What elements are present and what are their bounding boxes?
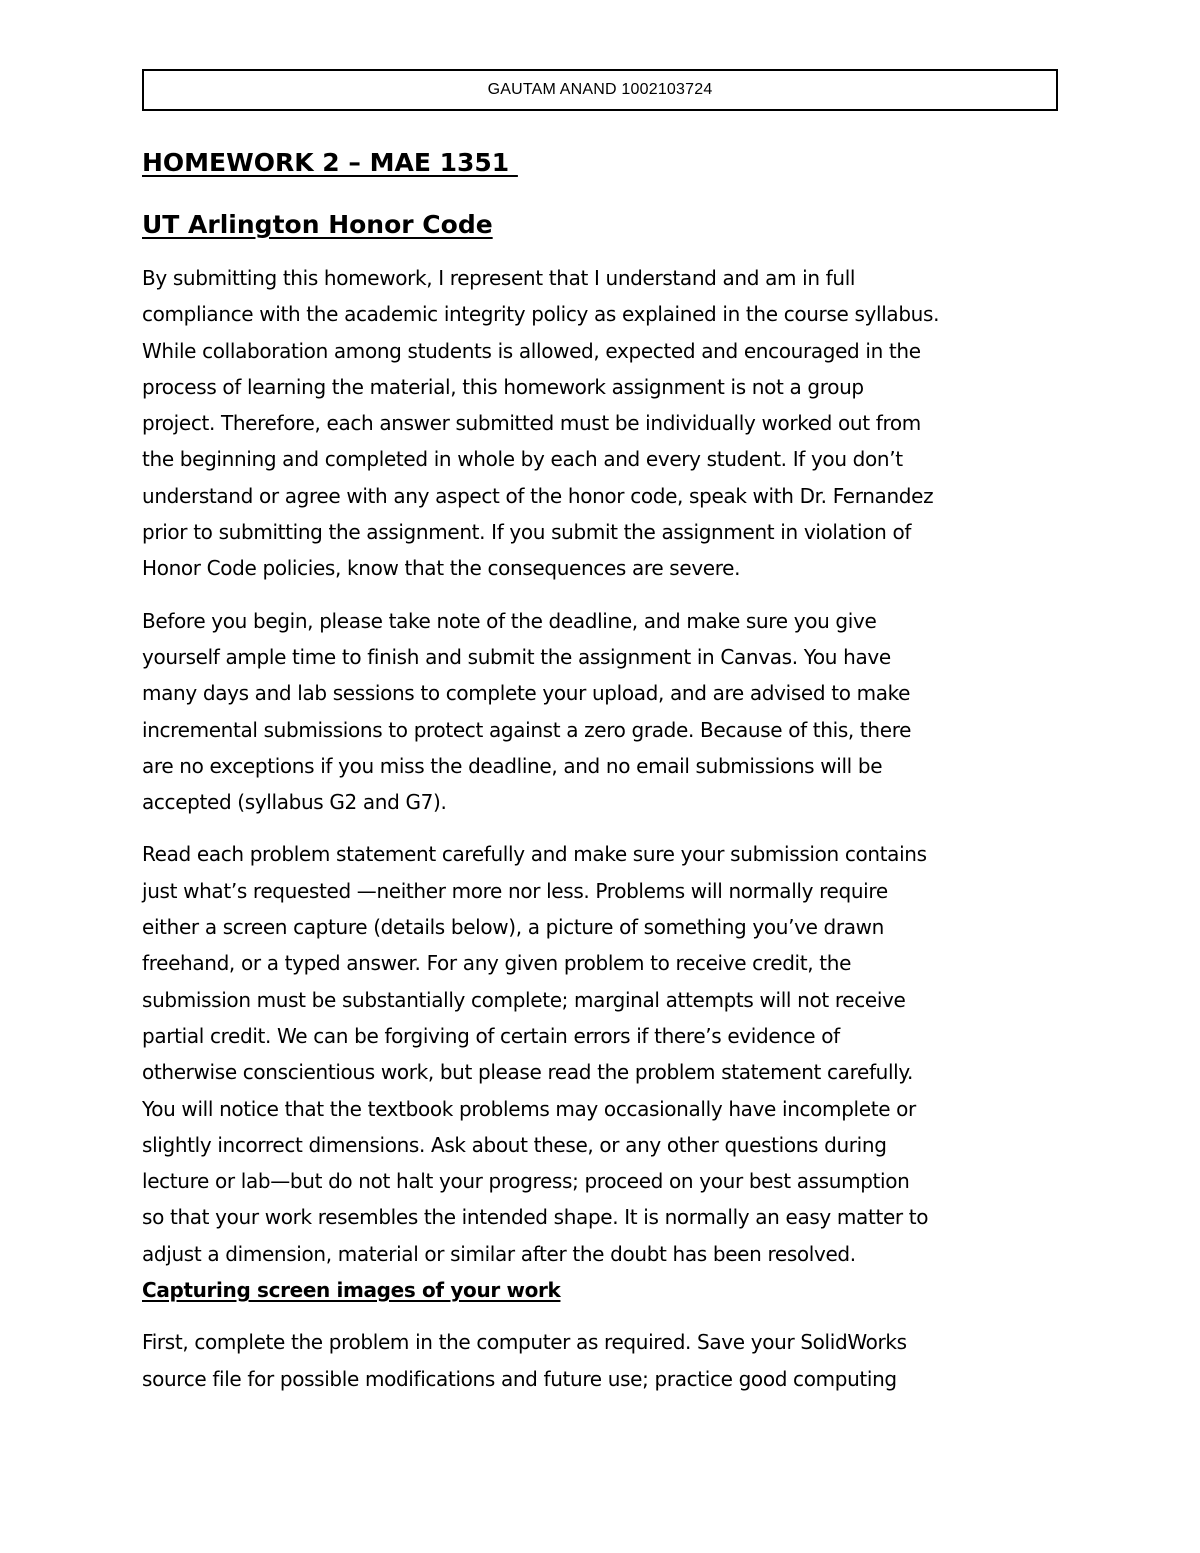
header-name-text: GAUTAM ANAND 1002103724 [487,81,713,98]
text-line: Honor Code policies, know that the consequences are severe. [142,556,741,581]
header-name-box [142,69,1058,111]
text-line: otherwise conscientious work, but please read the problem statement carefully. [142,1060,914,1085]
text-line: yourself ample time to finish and submit the assignment in Canvas. You have [142,644,891,669]
capturing-paragraph [142,1324,1062,1397]
text-line: so that your work resembles the intended shape. It is normally an easy matter to [142,1205,929,1230]
text-line: either a screen capture (details below), a picture of something you’ve drawn [142,915,885,940]
text-line: freehand, or a typed answer. For any given problem to receive credit, the [142,951,852,976]
homework-title: HOMEWORK 2 – MAE 1351 [142,148,518,177]
text-line: incremental submissions to protect against a zero grade. Because of this, there [142,717,912,742]
text-line: the beginning and completed in whole by each and every student. If you don’t [142,447,903,472]
honor-code-heading: UT Arlington Honor Code [142,210,493,239]
text-line: Before you begin, please take note of the deadline, and make sure you give [142,608,877,633]
text-line: slightly incorrect dimensions. Ask about these, or any other questions during [142,1132,887,1157]
text-line: By submitting this homework, I represent that I understand and am in full [142,266,856,290]
document-body [142,140,1062,1397]
text-line: You will notice that the textbook problems may occasionally have incomplete or [142,1096,916,1121]
text-line: First, complete the problem in the computer as required. Save your SolidWorks [142,1330,907,1355]
text-line: just what’s requested —neither more nor less. Problems will normally require [142,878,888,903]
text-line: process of learning the material, this homework assignment is not a group [142,374,864,399]
honor-code-paragraph [142,260,1062,587]
text-line: prior to submitting the assignment. If you submit the assignment in violation of [142,520,912,545]
instructions-paragraph [142,836,1062,1272]
text-line: many days and lab sessions to complete your upload, and are advised to make [142,681,911,706]
text-line: compliance with the academic integrity policy as explained in the course syllabus. [142,302,940,327]
text-line: accepted (syllabus G2 and G7). [142,790,447,815]
text-line: While collaboration among students is allowed, expected and encouraged in the [142,338,921,363]
text-line: adjust a dimension, material or similar after the doubt has been resolved. [142,1241,856,1266]
text-line: source file for possible modifications and future use; practice good computing [142,1366,897,1391]
text-line: are no exceptions if you miss the deadline, and no email submissions will be [142,753,883,778]
text-line: Read each problem statement carefully and make sure your submission contains [142,842,927,867]
text-line: partial credit. We can be forgiving of certain errors if there’s evidence of [142,1023,840,1048]
text-line: lecture or lab—but do not halt your progress; proceed on your best assumption [142,1169,910,1194]
text-line: submission must be substantially complete; marginal attempts will not receive [142,987,906,1012]
deadline-paragraph [142,603,1062,821]
text-line: project. Therefore, each answer submitted must be individually worked out from [142,411,921,436]
text-line: understand or agree with any aspect of the honor code, speak with Dr. Fernandez [142,483,934,508]
capturing-section-heading: Capturing screen images of your work [142,1278,561,1303]
